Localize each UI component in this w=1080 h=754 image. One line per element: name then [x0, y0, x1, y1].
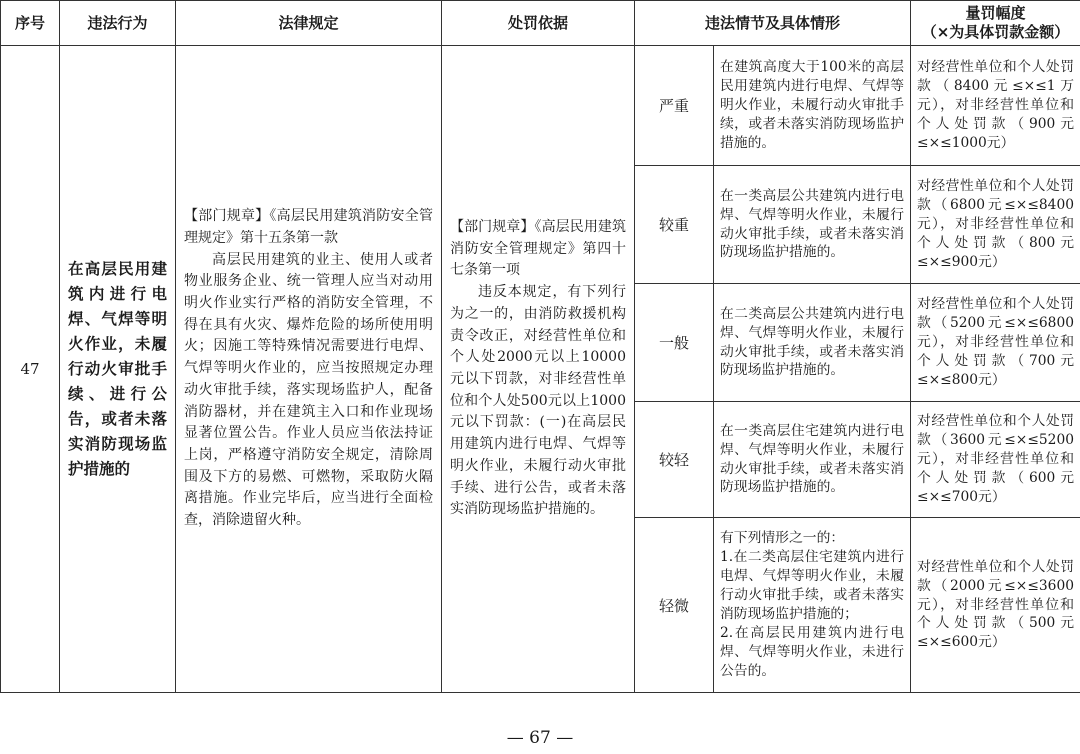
- severity-detail-line: 在一类高层公共建筑内进行电焊、气焊等明火作业，未履行动火审批手续，或者未落实消防现场监护措施的。: [720, 187, 905, 261]
- fine-range: [911, 518, 1080, 693]
- header-details: 违法情节及具体情形: [635, 1, 911, 46]
- fine-range: [911, 402, 1080, 518]
- row-number: 47: [1, 46, 60, 693]
- severity-level: 较轻: [635, 402, 714, 518]
- legal-provision-body: 高层民用建筑的业主、使用人或者物业服务企业、统一管理人应当对动用明火作业实行严格的消防安全管理，不得在具有火灾、爆炸危险的场所使用明火；因施工等特殊情况需要进行电焊、气焊等明火作业的，应当按照规定办理动火审批手续，落实现场监护人，配备消防器材，并在建筑主入口和作业现场显著位置公告。作业人员应当依法持证上岗，严格遵守消防安全规定，清除周围及下方的易燃、可燃物，采取防火隔离措施。作业完毕后，应当进行全面检查，消除遗留火种。: [184, 251, 433, 529]
- header-row: [1, 1, 1080, 46]
- legal-provision-title: 【部门规章】《高层民用建筑消防安全管理规定》第十五条第一款: [184, 208, 433, 246]
- severity-detail-line: 在一类高层住宅建筑内进行电焊、气焊等明火作业，未履行动火审批手续，或者未落实消防现场监护措施的。: [720, 422, 905, 496]
- penalty-basis-body: 违反本规定，有下列行为之一的，由消防救援机构责令改正，对经营性单位和个人处2000元以上10000元以下罚款，对非经营性单位和个人处500元以上1000元以下罚款：(一)在高层民用建筑内进行电焊、气焊等明火作业，未履行动火审批手续、进行公告，或者未落实消防现场监护措施的。: [450, 284, 626, 518]
- penalty-basis-title: 【部门规章】《高层民用建筑消防安全管理规定》第四十七条第一项: [450, 219, 626, 279]
- header-law: 法律规定: [176, 1, 442, 46]
- fine-range-text: 对经营性单位和个人处罚款（6800元≤×≤8400元），对非经营性单位和个人处罚款（800元≤×≤900元）: [917, 178, 1075, 270]
- header-act: 违法行为: [60, 1, 176, 46]
- legal-provision: [176, 46, 442, 693]
- page-number: — 67 —: [506, 728, 574, 748]
- fine-range: [911, 284, 1080, 402]
- fine-range-text: 对经营性单位和个人处罚款（8400元≤×≤1万元），对非经营性单位和个人处罚款（900元≤×≤1000元）: [917, 59, 1075, 151]
- header-no: 序号: [1, 1, 60, 46]
- header-fine: [911, 1, 1080, 46]
- fine-range-text: 对经营性单位和个人处罚款（3600元≤×≤5200元），对非经营性单位和个人处罚款（600元≤×≤700元）: [917, 413, 1075, 505]
- violation-act: 在高层民用建筑内进行电焊、气焊等明火作业，未履行动火审批手续、进行公告，或者未落实消防现场监护措施的: [60, 46, 176, 693]
- header-fine-line1: 量罚幅度: [965, 4, 1026, 22]
- severity-detail: [714, 46, 911, 166]
- fine-range-text: 对经营性单位和个人处罚款（2000元≤×≤3600元），对非经营性单位和个人处罚款（500元≤×≤600元）: [917, 558, 1075, 651]
- fine-range: [911, 166, 1080, 284]
- severity-detail: [714, 518, 911, 693]
- severity-level: 轻微: [635, 518, 714, 693]
- penalty-basis: [442, 46, 635, 693]
- severity-detail-line: 2.在高层民用建筑内进行电焊、气焊等明火作业，未进行公告的。: [720, 624, 905, 679]
- severity-level: 一般: [635, 284, 714, 402]
- severity-level: 严重: [635, 46, 714, 166]
- header-fine-line2: （×为具体罚款金额）: [921, 23, 1070, 41]
- fine-range-text: 对经营性单位和个人处罚款（5200元≤×≤6800元），对非经营性单位和个人处罚款（700元≤×≤800元）: [917, 296, 1075, 388]
- table-row: [1, 46, 1080, 166]
- severity-detail: [714, 284, 911, 402]
- fine-range: [911, 46, 1080, 166]
- severity-level: 较重: [635, 166, 714, 284]
- severity-detail-line: 1.在二类高层住宅建筑内进行电焊、气焊等明火作业，未履行动火审批手续，或者未落实消防现场监护措施的；: [720, 549, 905, 622]
- severity-detail-line: 有下列情形之一的：: [720, 530, 845, 547]
- severity-detail-line: 在建筑高度大于100米的高层民用建筑内进行电焊、气焊等明火作业，未履行动火审批手续，或者未落实消防现场监护措施的。: [720, 59, 905, 151]
- header-basis: 处罚依据: [442, 1, 635, 46]
- severity-detail: [714, 166, 911, 284]
- severity-detail: [714, 402, 911, 518]
- severity-detail-line: 在二类高层公共建筑内进行电焊、气焊等明火作业，未履行动火审批手续，或者未落实消防现场监护措施的。: [720, 305, 905, 379]
